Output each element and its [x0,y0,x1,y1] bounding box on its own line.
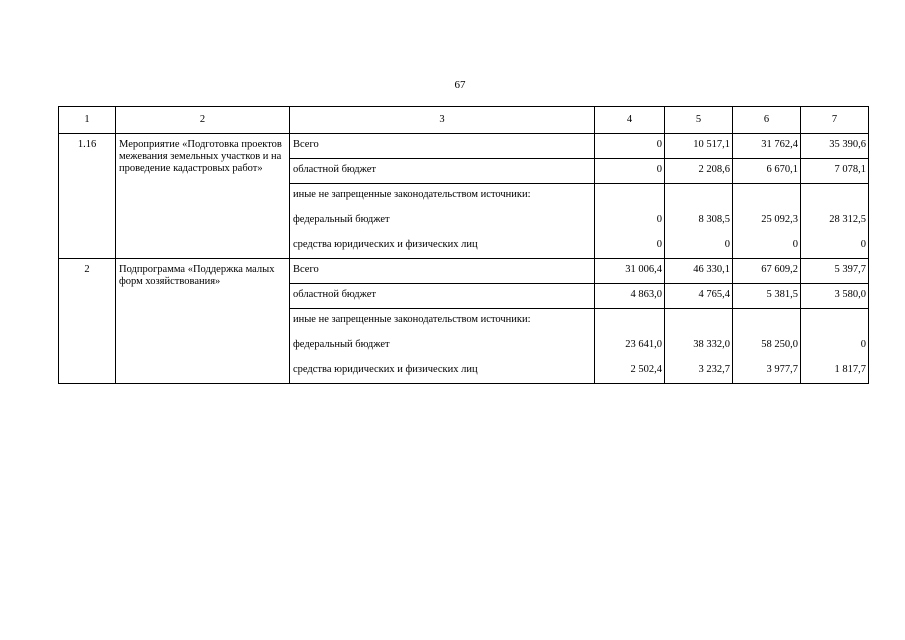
value-cell: 25 092,3 [733,209,801,234]
item-name: Мероприятие «Подготовка проектов межевания земельных участков и на проведение кадастровых работ» [116,134,290,259]
value-cell [665,309,733,334]
funding-source: иные не запрещенные законодательством источники: [290,184,595,209]
header-cell: 2 [116,107,290,134]
item-code: 1.16 [59,134,116,259]
value-cell: 1 817,7 [801,359,869,384]
value-cell [595,184,665,209]
value-cell: 0 [595,234,665,259]
value-cell [733,309,801,334]
value-cell: 0 [595,134,665,159]
value-cell: 10 517,1 [665,134,733,159]
value-cell: 5 381,5 [733,284,801,309]
value-cell [733,184,801,209]
funding-source: средства юридических и физических лиц [290,359,595,384]
header-cell: 5 [665,107,733,134]
page-number: 67 [454,79,466,91]
value-cell: 4 863,0 [595,284,665,309]
value-cell: 3 580,0 [801,284,869,309]
funding-source: федеральный бюджет [290,209,595,234]
budget-table [58,106,869,384]
funding-source: федеральный бюджет [290,334,595,359]
funding-source: Всего [290,259,595,284]
value-cell [665,184,733,209]
funding-source: иные не запрещенные законодательством источники: [290,309,595,334]
value-cell: 7 078,1 [801,159,869,184]
value-cell: 8 308,5 [665,209,733,234]
value-cell: 3 232,7 [665,359,733,384]
header-cell: 1 [59,107,116,134]
table-row [59,134,869,159]
value-cell: 0 [801,234,869,259]
funding-source: Всего [290,134,595,159]
value-cell [801,184,869,209]
value-cell: 38 332,0 [665,334,733,359]
value-cell: 2 502,4 [595,359,665,384]
header-cell: 3 [290,107,595,134]
value-cell: 3 977,7 [733,359,801,384]
value-cell: 23 641,0 [595,334,665,359]
value-cell: 6 670,1 [733,159,801,184]
funding-source: средства юридических и физических лиц [290,234,595,259]
value-cell: 0 [595,209,665,234]
value-cell: 0 [733,234,801,259]
header-cell: 6 [733,107,801,134]
value-cell [801,309,869,334]
header-cell: 7 [801,107,869,134]
item-code: 2 [59,259,116,384]
value-cell: 31 006,4 [595,259,665,284]
value-cell: 46 330,1 [665,259,733,284]
header-row [59,107,869,134]
value-cell [595,309,665,334]
value-cell: 4 765,4 [665,284,733,309]
table-row [59,259,869,284]
value-cell: 31 762,4 [733,134,801,159]
value-cell: 0 [595,159,665,184]
value-cell: 28 312,5 [801,209,869,234]
item-name: Подпрограмма «Поддержка малых форм хозяйствования» [116,259,290,384]
funding-source: областной бюджет [290,159,595,184]
funding-source: областной бюджет [290,284,595,309]
value-cell: 67 609,2 [733,259,801,284]
value-cell: 0 [665,234,733,259]
value-cell: 5 397,7 [801,259,869,284]
value-cell: 58 250,0 [733,334,801,359]
value-cell: 0 [801,334,869,359]
value-cell: 2 208,6 [665,159,733,184]
header-cell: 4 [595,107,665,134]
value-cell: 35 390,6 [801,134,869,159]
